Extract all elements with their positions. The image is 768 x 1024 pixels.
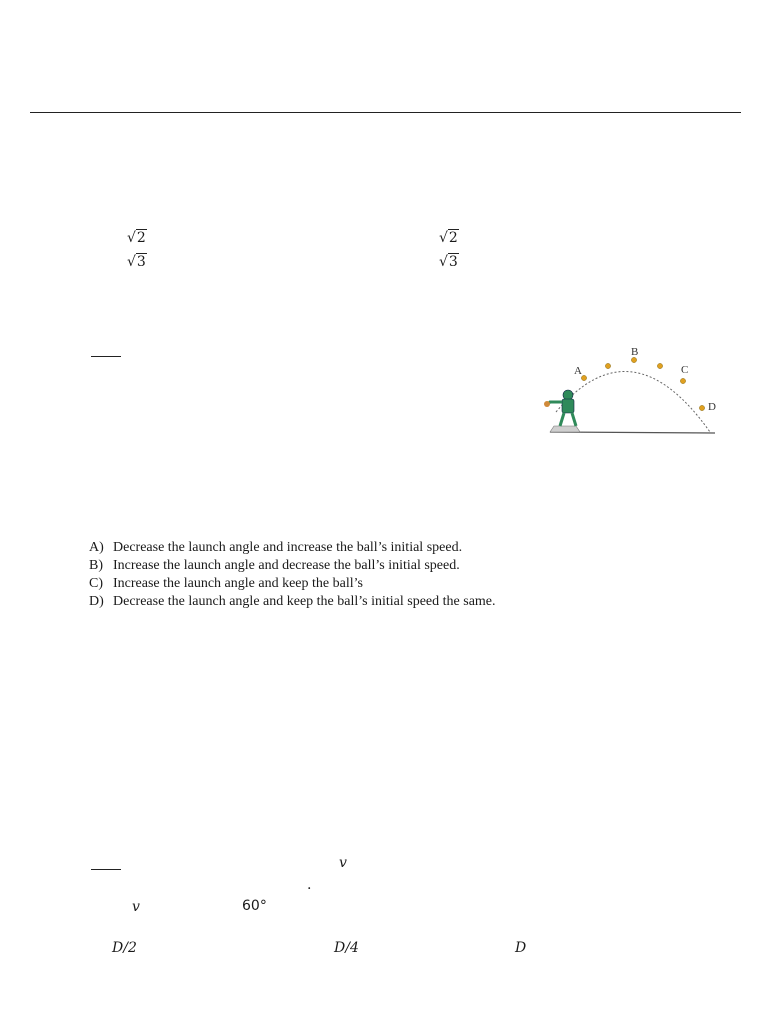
- choice-label: A): [89, 540, 104, 555]
- choice-label: D): [89, 594, 104, 609]
- ball-marker: [680, 378, 685, 383]
- answer-blank: [91, 356, 121, 357]
- choice-b: [89, 557, 496, 575]
- angle-value: 60°: [242, 898, 267, 914]
- answer-blank: [91, 869, 121, 870]
- point-label-b: B: [631, 346, 639, 358]
- choice-a: [89, 539, 496, 557]
- distance-half: D/2: [112, 940, 137, 956]
- choice-text: Increase the launch angle and keep the ball’s: [113, 576, 363, 591]
- answer-choices: [89, 539, 496, 611]
- point-label-c: C: [681, 364, 689, 376]
- velocity-symbol: v: [132, 899, 140, 915]
- header-rule: [30, 112, 741, 113]
- radicand: 3: [448, 254, 458, 270]
- choice-c: [89, 575, 496, 593]
- radicand: 3: [136, 254, 146, 270]
- radicand: 2: [448, 230, 458, 246]
- sqrt-expression: √3: [127, 254, 146, 270]
- point-label-a: A: [574, 365, 582, 377]
- velocity-symbol: v: [339, 855, 347, 871]
- sqrt-expression: √2: [127, 230, 146, 246]
- ball-marker: [631, 357, 636, 362]
- trajectory-figure: [540, 340, 720, 440]
- choice-text: Decrease the launch angle and increase the ball’s initial speed.: [113, 540, 463, 555]
- ball-marker: [605, 363, 610, 368]
- point-label-d: D: [708, 401, 716, 413]
- choice-label: B): [89, 558, 103, 573]
- ball-marker: [657, 363, 662, 368]
- choice-label: C): [89, 576, 103, 591]
- choice-text: Decrease the launch angle and keep the ball’s initial speed the same.: [113, 594, 496, 609]
- radicand: 2: [136, 230, 146, 246]
- distance-quarter: D/4: [334, 940, 359, 956]
- ball-marker: [699, 405, 704, 410]
- choice-text: Increase the launch angle and decrease the ball’s initial speed.: [113, 558, 460, 573]
- sentence-period: .: [307, 877, 312, 893]
- ball-marker: [581, 375, 586, 380]
- trajectory-path: [556, 372, 710, 433]
- choice-d: [89, 593, 496, 611]
- distance-full: D: [515, 940, 527, 956]
- sqrt-expression: √2: [439, 230, 458, 246]
- pitcher-mound: [550, 426, 580, 432]
- sqrt-expression: √3: [439, 254, 458, 270]
